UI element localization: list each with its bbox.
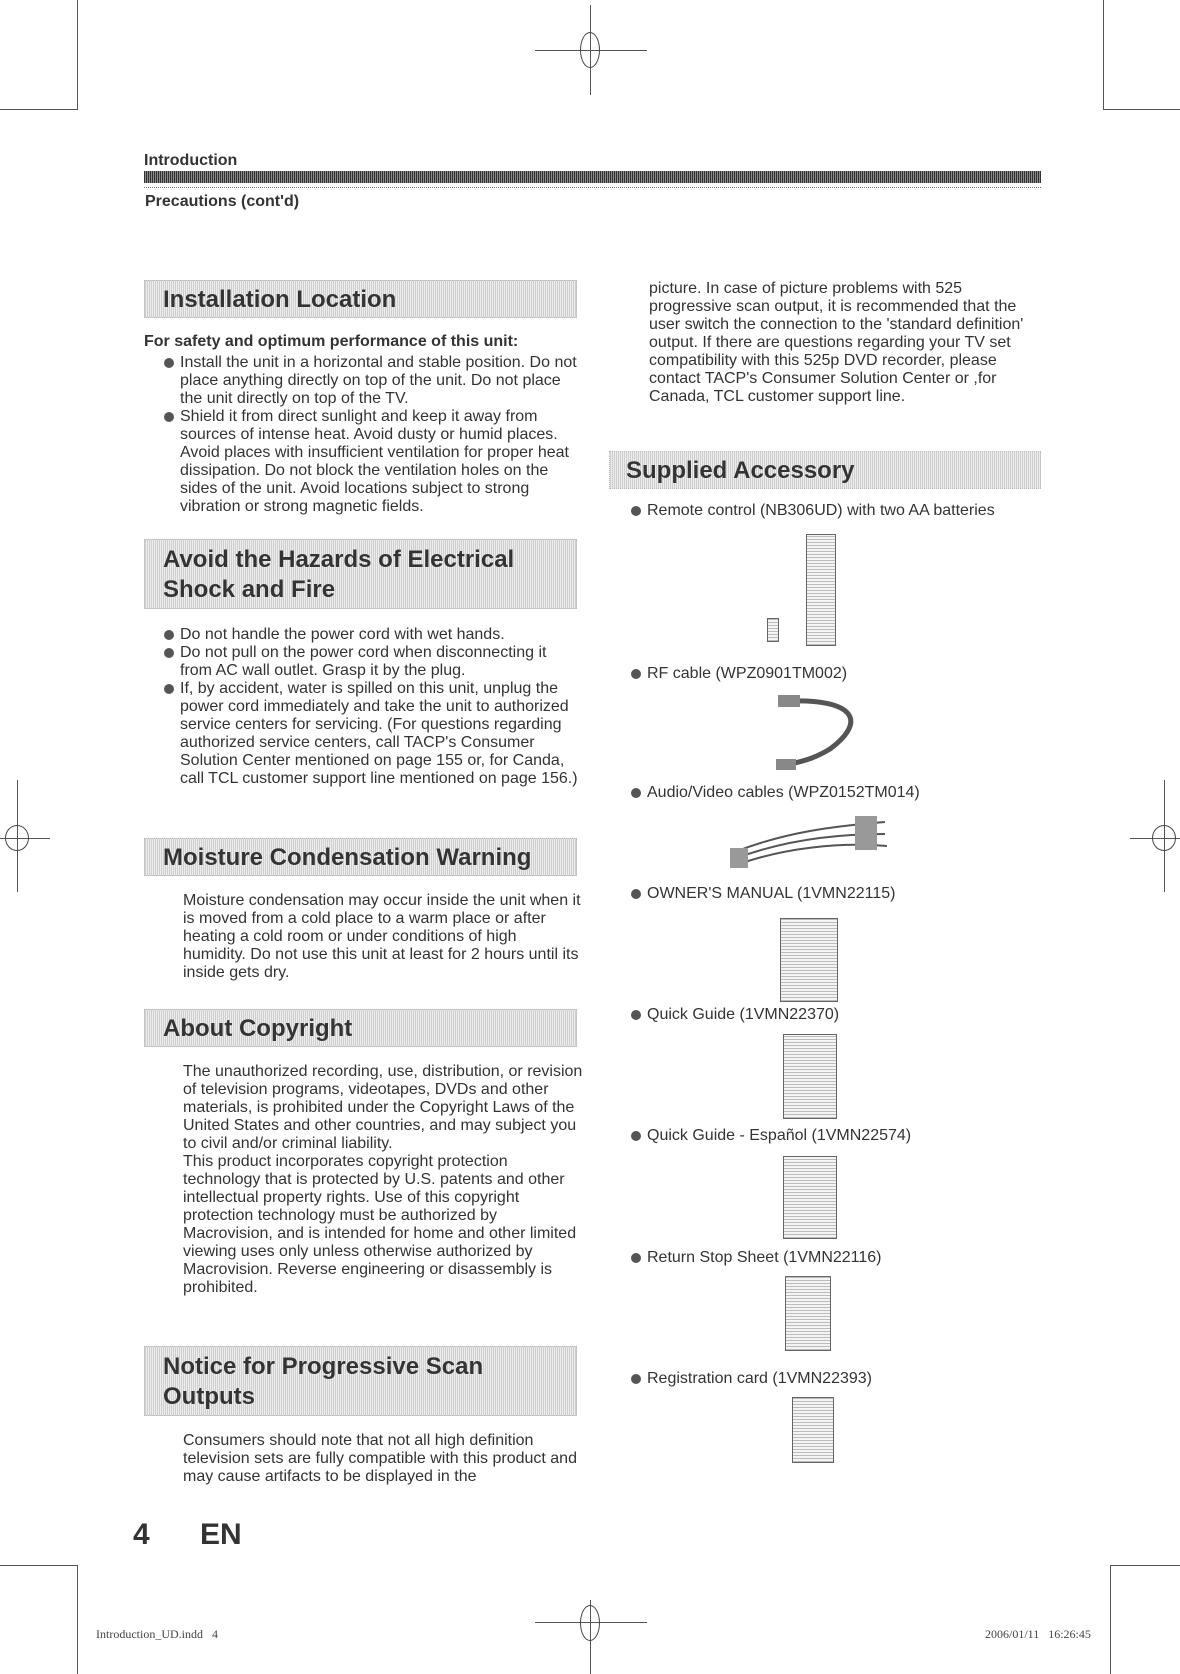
timestamp: 2006/01/11 16:26:45 xyxy=(985,1627,1091,1641)
return-stop-sheet-image xyxy=(785,1276,831,1351)
accessory-item: RF cable (WPZ0901TM002) xyxy=(629,665,847,683)
registration-mark xyxy=(1152,825,1176,851)
accessory-item: OWNER'S MANUAL (1VMN22115) xyxy=(629,885,895,903)
section-title: Supplied Accessory xyxy=(626,457,855,484)
crop-mark xyxy=(77,0,78,110)
hazards-header xyxy=(144,539,577,609)
accessory-header xyxy=(609,451,1041,489)
section-title: Shock and Fire xyxy=(163,576,336,603)
batteries-image xyxy=(767,618,779,642)
registration-card-image xyxy=(792,1397,834,1463)
installation-lead: For safety and optimum performance of this unit: xyxy=(144,333,519,350)
registration-mark xyxy=(5,825,29,851)
rf-cable-image xyxy=(760,689,870,771)
crop-mark xyxy=(1110,1565,1180,1566)
quick-guide-image xyxy=(783,1034,837,1119)
quick-guide-espanol-image xyxy=(783,1156,837,1239)
registration-mark xyxy=(580,32,600,68)
list-item: Shield it from direct sunlight and keep it away from sources of intense heat. Avoid dusty or humid places. Avoid places with insufficient ventilation for proper heat dissipation. Do not block the ventilation holes on the sides of the unit. Avoid locations subject to strong vibration or strong magnetic fields. xyxy=(162,408,582,516)
section-title: Notice for Progressive Scan xyxy=(163,1353,484,1380)
av-cables-image xyxy=(725,812,895,876)
accessory-item: Audio/Video cables (WPZ0152TM014) xyxy=(629,784,920,802)
section-title: Avoid the Hazards of Electrical xyxy=(163,546,515,573)
accessory-item: Return Stop Sheet (1VMN22116) xyxy=(629,1249,882,1267)
section-title: About Copyright xyxy=(163,1015,353,1042)
hazards-list xyxy=(162,626,582,788)
list-item: Install the unit in a horizontal and stable position. Do not place anything directly on top of the unit. Do not place the unit directly on top of the TV. xyxy=(162,354,582,408)
accessory-item: Quick Guide (1VMN22370) xyxy=(629,1006,839,1024)
owners-manual-image xyxy=(780,918,838,1002)
page-subtitle: Precautions (cont'd) xyxy=(145,193,300,210)
progressive-text-continued: picture. In case of picture problems with 525 progressive scan output, it is recommended that the user switch the connection to the 'standard definition' output. If there are questions regarding your TV set compatibility with this 525p DVD recorder, please contact TACP's Consumer Solution Center or ,for Canada, TCL customer support line. xyxy=(649,280,1024,405)
accessory-item: Registration card (1VMN22393) xyxy=(629,1370,872,1388)
accessory-item: Quick Guide - Español (1VMN22574) xyxy=(629,1127,911,1145)
paragraph: The unauthorized recording, use, distribution, or revision of television programs, videotapes, DVDs and other materials, is prohibited under the Copyright Laws of the United States and other countries, and may subject you to civil and/or criminal liability. xyxy=(183,1063,583,1152)
remote-control-image xyxy=(806,534,836,646)
progressive-text: Consumers should note that not all high definition television sets are fully compatible with this product and may cause artifacts to be displayed in the xyxy=(183,1432,577,1485)
installation-header xyxy=(144,280,577,318)
progressive-header xyxy=(144,1346,577,1416)
divider xyxy=(144,187,1041,188)
list-item: Do not handle the power cord with wet hands. xyxy=(162,626,582,644)
registration-mark xyxy=(580,1605,600,1641)
language-code: EN xyxy=(200,1518,242,1551)
crop-mark xyxy=(1103,0,1104,110)
crop-mark xyxy=(1103,109,1180,110)
header-bar xyxy=(144,171,1041,183)
crop-mark xyxy=(77,1565,78,1674)
installation-list xyxy=(162,354,582,516)
copyright-header xyxy=(144,1009,577,1047)
page-number: 4 xyxy=(133,1518,150,1551)
paragraph: This product incorporates copyright protection technology that is protected by U.S. patents and other intellectual property rights. Use of this copyright protection technology must be authorized by Macrovision, and is intended for home and other limited viewing uses only unless otherwise authorized by Macrovision. Reverse engineering or disassembly is prohibited. xyxy=(183,1153,577,1296)
section-title: Moisture Condensation Warning xyxy=(163,844,532,871)
section-title: Outputs xyxy=(163,1383,255,1410)
section-title: Installation Location xyxy=(163,286,397,313)
crop-mark xyxy=(0,109,77,110)
list-item: If, by accident, water is spilled on this unit, unplug the power cord immediately and take the unit to authorized service centers for servicing. (For questions regarding authorized service centers, call TACP's Consumer Solution Center mentioned on page 155 or, for Canda, call TCL customer support line mentioned on page 156.) xyxy=(162,680,582,788)
section-label: Introduction xyxy=(144,152,238,169)
list-item: Do not pull on the power cord when disconnecting it from AC wall outlet. Grasp it by the plug. xyxy=(162,644,582,680)
moisture-text: Moisture condensation may occur inside the unit when it is moved from a cold place to a warm place or after heating a cold room or under conditions of high humidity. Do not use this unit at least for 2 hours until its inside gets dry. xyxy=(183,892,581,981)
moisture-header xyxy=(144,838,577,876)
accessory-item: Remote control (NB306UD) with two AA batteries xyxy=(629,502,995,520)
crop-mark xyxy=(0,1565,77,1566)
crop-mark xyxy=(1110,1565,1111,1674)
file-name: Introduction_UD.indd 4 xyxy=(96,1627,218,1641)
copyright-text xyxy=(183,1063,583,1297)
